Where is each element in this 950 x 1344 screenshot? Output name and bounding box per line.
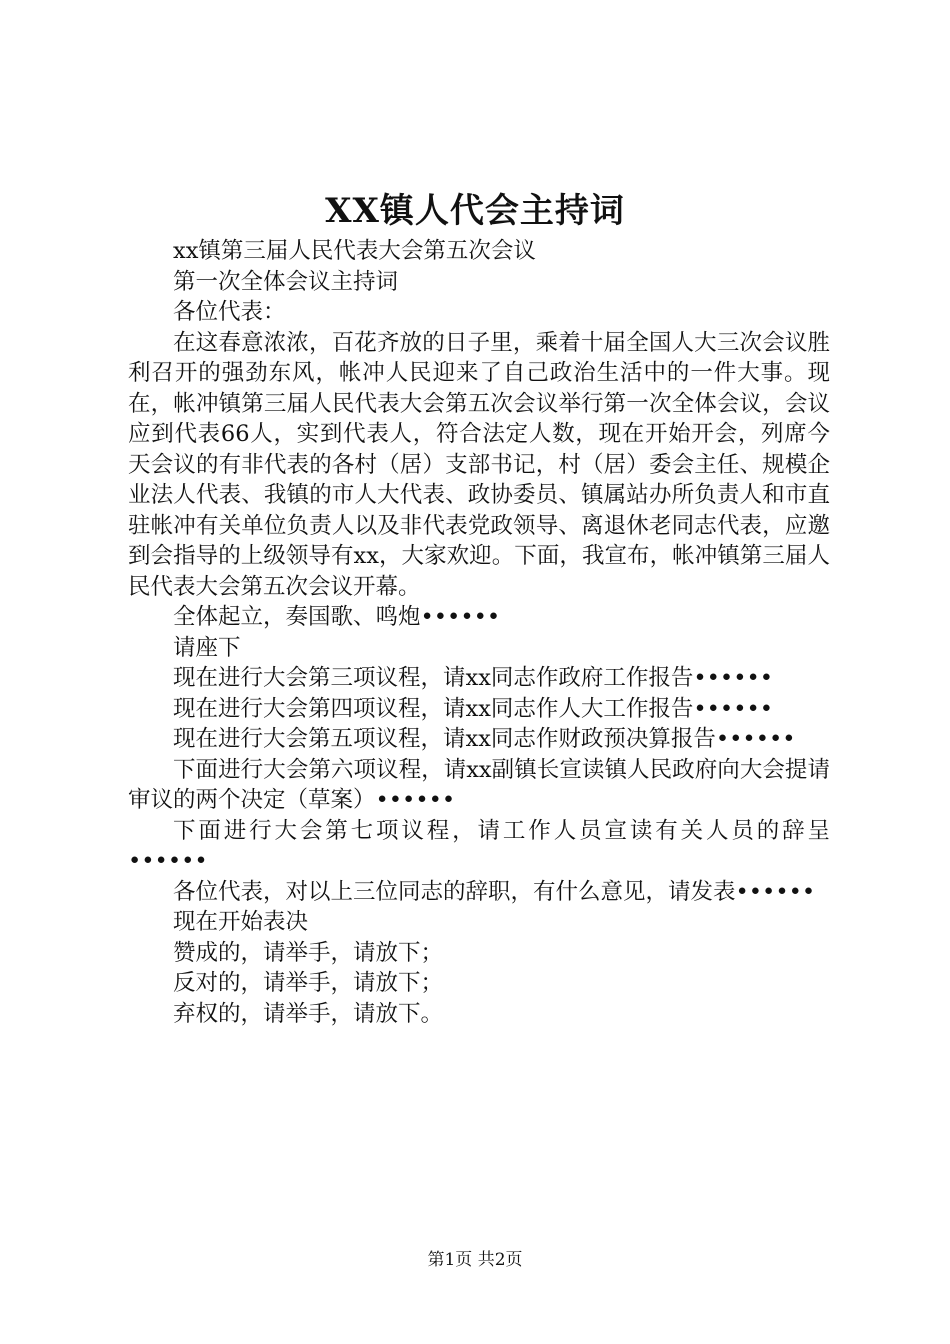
paragraph-agenda-4: 现在进行大会第四项议程，请xx同志作人大工作报告•••••• (173, 695, 774, 722)
paragraph-opening: 在这春意浓浓，百花齐放的日子里，乘着十届全国人大三次会议胜利召开的强劲东风，帐冲人民迎来了自己政治生活中的一件大事。现在，帐冲镇第三届人民代表大会第五次会议举行第一次全体会议，会议应到代表66人，实到代表人，符合法定人数，现在开始开会，列席今天会议的有非代表的各村（居）支部书记，村（居）委会主任、规模企业法人代表、我镇的市人大代表、政协委员、镇属站办所负责人和市直驻帐冲有关单位负责人以及非代表党政领导、离退休老同志代表，应邀到会指导的上级领导有xx，大家欢迎。下面，我宣布，帐冲镇第三届人民代表大会第五次会议开幕。 (128, 329, 830, 600)
paragraph-session-name: xx镇第三届人民代表大会第五次会议 (173, 238, 536, 264)
paragraph-vote-no: 反对的，请举手，请放下； (173, 970, 444, 996)
paragraph-agenda-6: 下面进行大会第六项议程，请xx副镇长宣读镇人民政府向大会提请审议的两个决定（草案）•••••• (128, 756, 830, 813)
document-body (128, 236, 830, 1029)
paragraph-agenda-7: 下面进行大会第七项议程，请工作人员宣读有关人员的辞呈•••••• (128, 817, 830, 874)
paragraph-agenda-5: 现在进行大会第五项议程，请xx同志作财政预决算报告•••••• (173, 726, 796, 752)
paragraph-vote-abstain: 弃权的，请举手，请放下。 (173, 1000, 444, 1027)
paragraph-opinions: 各位代表，对以上三位同志的辞职，有什么意见，请发表•••••• (173, 878, 816, 905)
page-footer: 第1页 共2页 (427, 1250, 523, 1270)
paragraph-salutation: 各位代表： (173, 299, 286, 325)
document-title: XX镇人代会主持词 (325, 191, 625, 231)
paragraph-sit-down: 请座下 (173, 634, 241, 661)
paragraph-agenda-3: 现在进行大会第三项议程，请xx同志作政府工作报告•••••• (173, 665, 774, 691)
paragraph-subtitle: 第一次全体会议主持词 (173, 268, 399, 295)
paragraph-vote-yes: 赞成的，请举手，请放下； (173, 939, 444, 966)
paragraph-vote-start: 现在开始表决 (173, 909, 309, 935)
paragraph-anthem: 全体起立，奏国歌、鸣炮•••••• (173, 604, 501, 630)
